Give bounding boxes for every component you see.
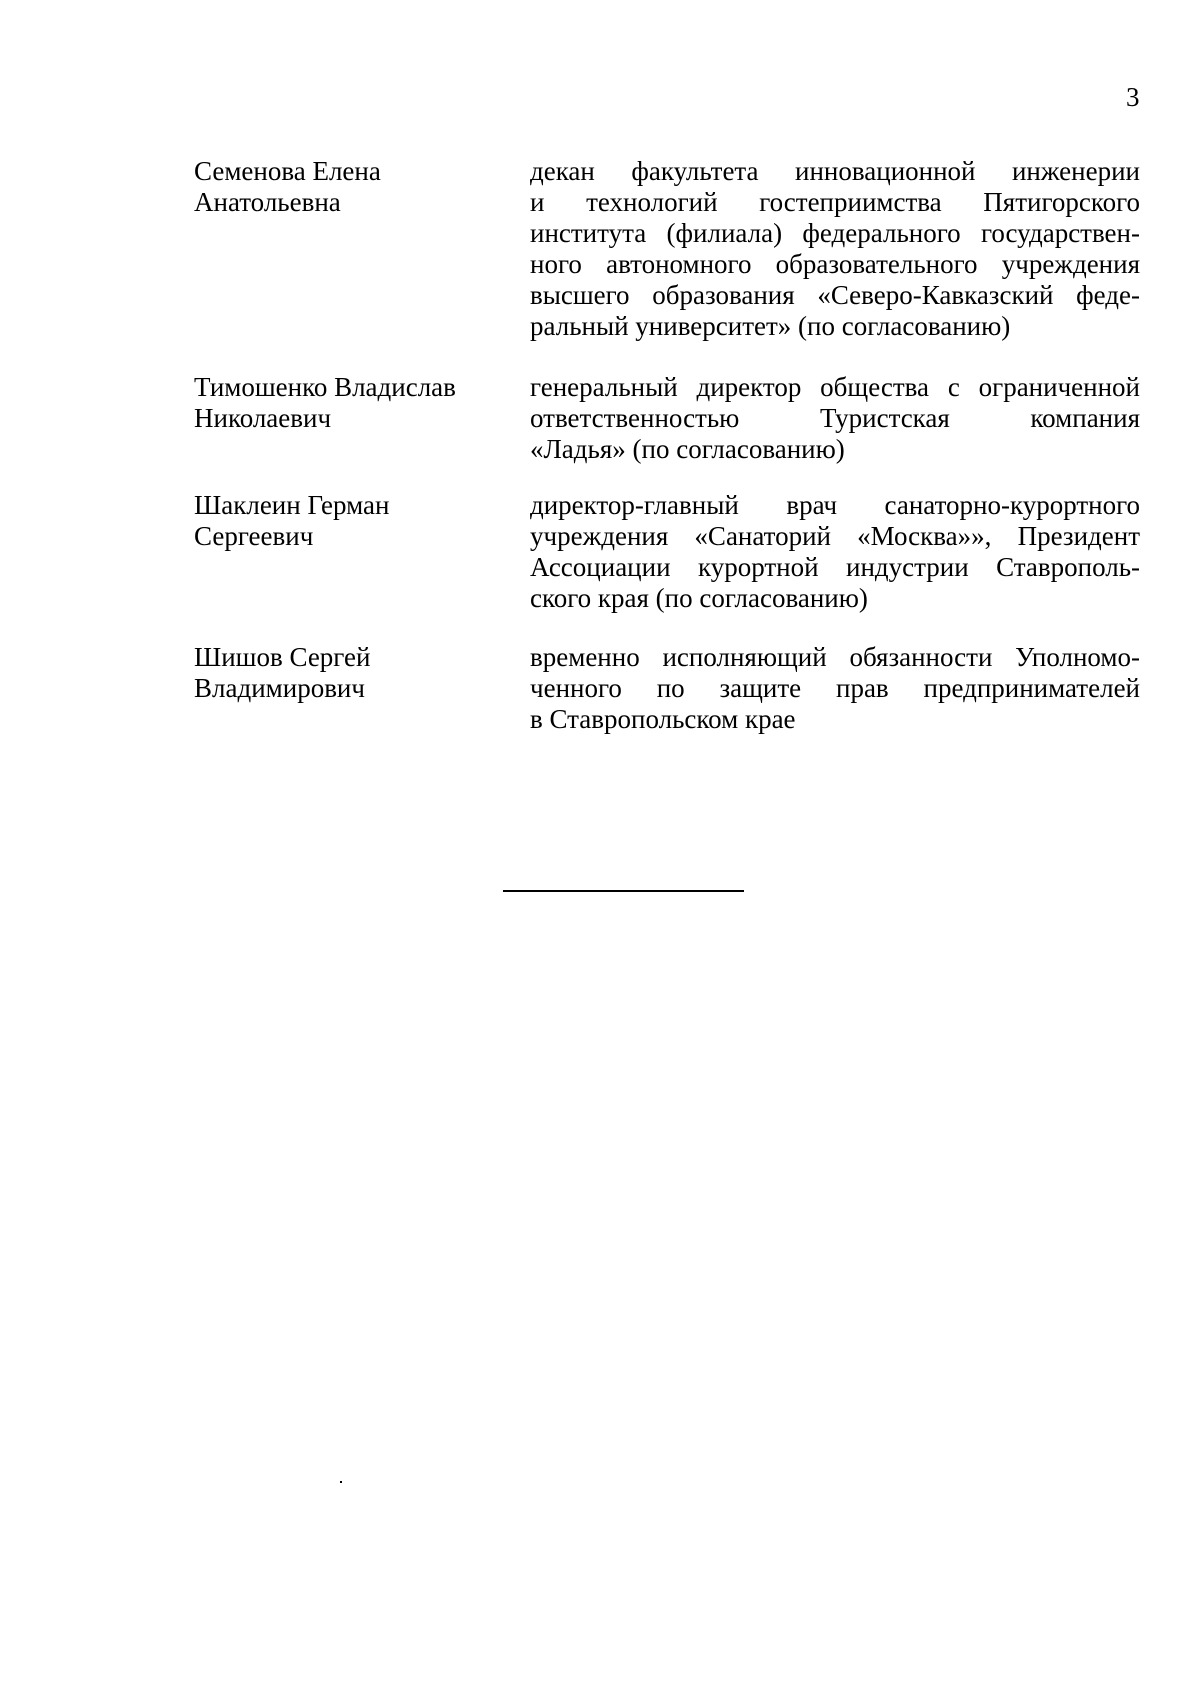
member-position-line: ченного по защите прав предпринимателей <box>530 673 1140 703</box>
member-position-line: декан факультета инновационной инженерии <box>530 156 1140 186</box>
member-position <box>530 490 1140 614</box>
member-name-line: Владимирович <box>194 673 365 703</box>
member-position-line: ного автономного образовательного учреждения <box>530 249 1140 279</box>
member-position-line: и технологий гостеприимства Пятигорского <box>530 187 1140 217</box>
end-separator-line <box>503 890 744 892</box>
member-position-line: высшего образования «Северо-Кавказский феде- <box>530 280 1140 310</box>
member-position <box>530 156 1140 342</box>
member-position-line: директор-главный врач санаторно-курортного <box>530 490 1140 520</box>
member-name-line: Николаевич <box>194 403 332 433</box>
member-name <box>194 156 494 218</box>
member-position-line: временно исполняющий обязанности Уполномо- <box>530 642 1140 672</box>
member-position-line: ральный университет» (по согласованию) <box>530 311 1011 341</box>
member-name-line: Семенова Елена <box>194 156 381 186</box>
member-name-line: Шишов Сергей <box>194 642 371 672</box>
member-position-line: «Ладья» (по согласованию) <box>530 434 845 464</box>
member-position-line: учреждения «Санаторий «Москва»», Президент <box>530 521 1140 551</box>
member-name <box>194 642 494 704</box>
member-position-line: Ассоциации курортной индустрии Ставрополь- <box>530 552 1140 582</box>
member-name-line: Сергеевич <box>194 521 314 551</box>
member-name-line: Анатольевна <box>194 187 341 217</box>
page-number: 3 <box>1126 82 1140 112</box>
member-name <box>194 490 494 552</box>
member-position <box>530 372 1140 465</box>
member-name-line: Шаклеин Герман <box>194 490 390 520</box>
member-position <box>530 642 1140 735</box>
member-name-line: Тимошенко Владислав <box>194 372 456 402</box>
member-name <box>194 372 494 434</box>
scan-artifact-dot <box>340 1481 342 1483</box>
member-position-line: ского края (по согласованию) <box>530 583 868 613</box>
member-position-line: ответственностью Туристская компания <box>530 403 1140 433</box>
member-position-line: генеральный директор общества с ограниченной <box>530 372 1140 402</box>
member-position-line: института (филиала) федерального государствен- <box>530 218 1140 248</box>
member-position-line: в Ставропольском крае <box>530 704 796 734</box>
